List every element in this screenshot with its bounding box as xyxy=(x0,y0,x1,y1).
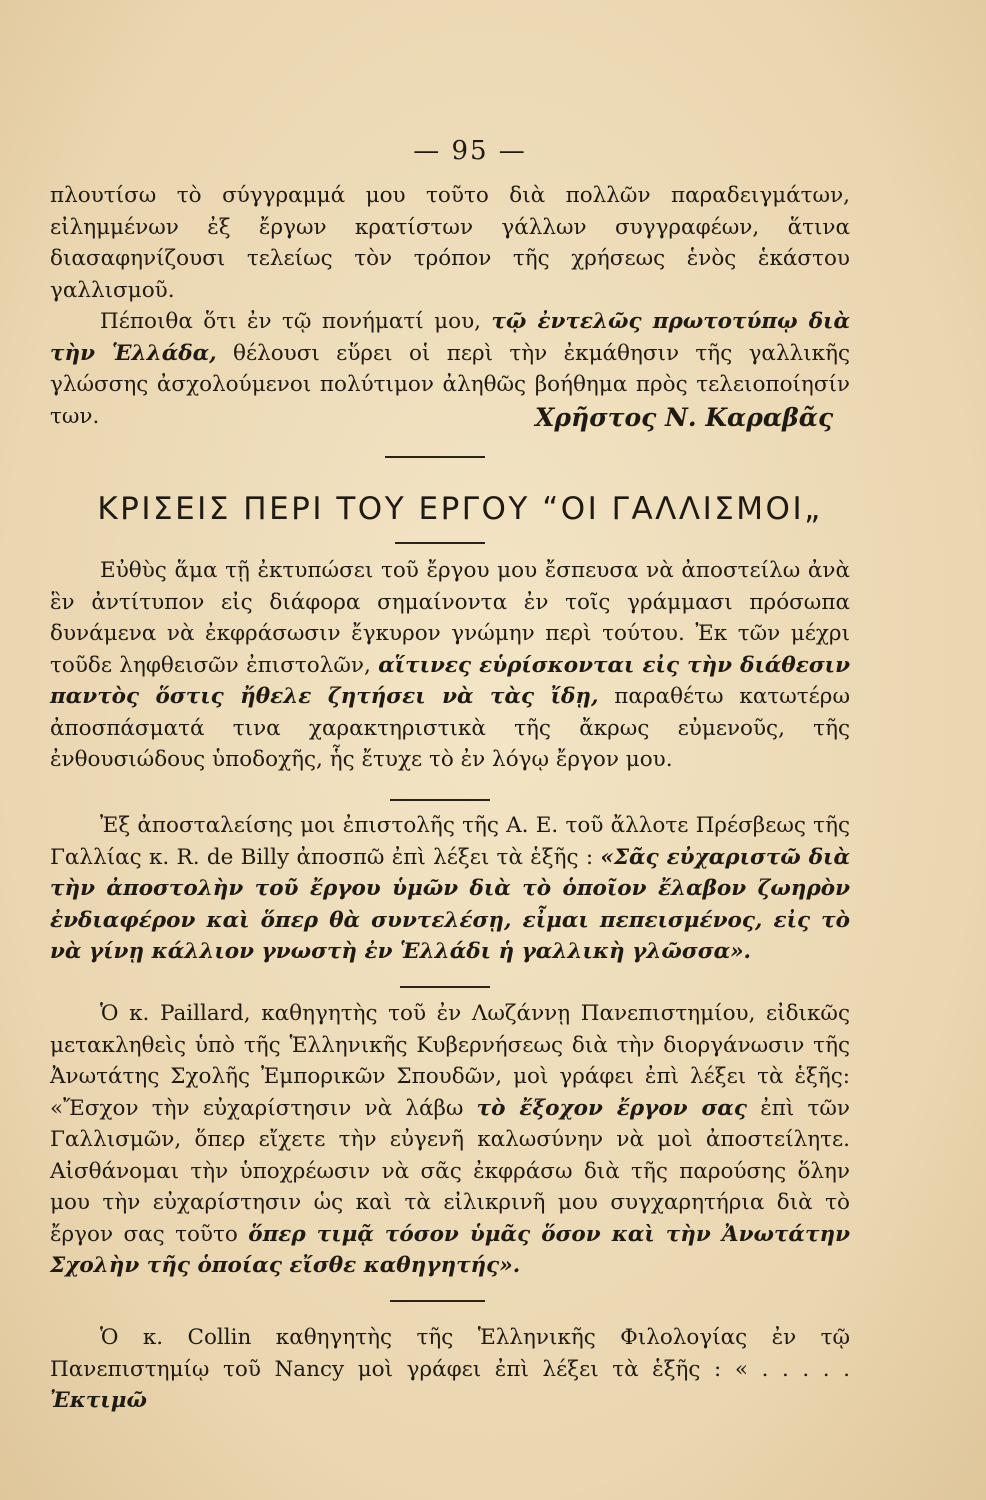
page-number: — 95 — xyxy=(413,136,527,166)
section-heading: ΚΡΙΣΕΙΣ ΠΕΡΙ ΤΟΥ ΕΡΓΟΥ “ΟΙ ΓΑΛΛΙΣΜΟΙ„ xyxy=(97,491,823,527)
section-3 xyxy=(50,998,850,1282)
intro-p2-text: Πέποιθα ὅτι ἐν τῷ πονήματί μου, xyxy=(100,309,481,334)
section-3-emphasis: τὸ ἔξοχον ἔργον σας xyxy=(476,1095,747,1121)
divider-rule xyxy=(385,456,485,458)
divider-rule xyxy=(400,986,490,988)
section-4-text: Ὁ κ. Collin καθηγητὴς τῆς Ἑλληνικῆς Φιλολογίας ἐν τῷ Πανεπιστημίῳ τοῦ Nancy μοὶ γράφει ἐπὶ λέξει τὰ ἑξῆς : « . . . . . xyxy=(50,1325,850,1382)
divider-rule xyxy=(390,799,490,801)
section-1-rest: παραθέτω κατωτέρω ἀποσπάσματά τινα χαρακτηριστικὰ τῆς ἄκρως εὐμενοῦς, τῆς ἐνθουσιώδους ὑποδοχῆς, ἧς ἔτυχε τὸ ἐν λόγῳ ἔργον μου. xyxy=(50,684,850,772)
section-2-paragraph xyxy=(50,810,850,968)
section-3-emphasis-2: ὅπερ τιμᾷ τόσον ὑμᾶς ὅσον καὶ τὴν Ἀνωτάτην Σχολὴν τῆς ὁποίας εἴσθε καθηγητής». xyxy=(50,1221,850,1278)
section-2 xyxy=(50,810,850,968)
section-1 xyxy=(50,555,850,776)
intro-paragraph-1: πλουτίσω τὸ σύγγραμμά μου τοῦτο διὰ πολλῶν παραδειγμάτων, εἰλημμένων ἐξ ἔργων κρατίστων γάλλων συγγραφέων, ἅτινα διασαφηνίζουσι τελείως τὸν τρόπον τῆς χρήσεως ἑνὸς ἑκάστου γαλλισμοῦ. xyxy=(50,183,850,303)
section-1-text: Εὐθὺς ἅμα τῇ ἐκτυπώσει τοῦ ἔργου μου ἔσπευσα νὰ ἀποστείλω ἀνὰ ἓν ἀντίτυπον εἰς διάφορα σημαίνοντα ἐν τοῖς γράμμασι πρόσωπα δυνάμενα νὰ ἐκφράσωσιν ἔγκυρον γνώμην περὶ τούτου. Ἐκ τῶν μέχρι τοῦδε ληφθεισῶν ἐπιστολῶν, xyxy=(50,558,850,678)
section-4 xyxy=(50,1322,850,1417)
section-2-text: Ἐξ ἀποσταλείσης μοι ἐπιστολῆς τῆς Α. Ε. τοῦ ἄλλοτε Πρέσβεως τῆς Γαλλίας κ. R. de Billy ἀποσπῶ ἐπὶ λέξει τὰ ἑξῆς : xyxy=(50,813,850,870)
intro-block xyxy=(50,180,850,432)
heading-underline xyxy=(395,542,485,544)
section-1-paragraph xyxy=(50,555,850,776)
section-3-text: Ὁ κ. Paillard, καθηγητὴς τοῦ ἐν Λωζάννῃ Πανεπιστημίου, εἰδικῶς μετακληθεὶς ὑπὸ τῆς Ἑλληνικῆς Κυβερνήσεως διὰ τὴν διοργάνωσιν τῆς Ἀνωτάτης Σχολῆς Ἐμπορικῶν Σπουδῶν, μοὶ γράφει ἐπὶ λέξει τὰ ἑξῆς: «Ἔσχον τὴν εὐχαρίστησιν νὰ λάβω xyxy=(50,1001,850,1121)
section-1-emphasis: αἵτινες εὑρίσκονται εἰς τὴν διάθεσιν παντὸς ὅστις ἤθελε ζητήσει νὰ τὰς ἴδῃ, xyxy=(50,652,851,709)
intro-p2-rest: θέλουσι εὕρει οἱ περὶ τὴν ἐκμάθησιν τῆς γαλλικῆς γλώσσης ἀσχολούμενοι πολύτιμον ἀληθῶς βοήθημα πρὸς τελειοποίησίν των. xyxy=(50,340,850,429)
section-4-emphasis: Ἐκτιμῶ xyxy=(50,1388,147,1413)
author-signature: Χρῆστος Ν. Καραβᾶς xyxy=(535,403,834,432)
section-3-paragraph xyxy=(50,998,850,1282)
section-3-text-2: ἐπὶ τῶν Γαλλισμῶν, ὅπερ εἴχετε τὴν εὐγενῆ καλωσύνην νὰ μοὶ ἀποστείλητε. Αἰσθάνομαι τὴν ὑποχρέωσιν νὰ σᾶς ἐκφράσω διὰ τῆς παρούσης ὅλην μου τὴν εὐχαρίστησιν ὡς καὶ τὰ εἰλικρινῆ μου συγχαρητήρια διὰ τὸ ἔργον σας τοῦτο xyxy=(50,1095,851,1247)
intro-p2-emphasis: τῷ ἐντελῶς πρωτοτύπῳ διὰ τὴν Ἑλλάδα, xyxy=(50,309,850,366)
section-4-paragraph xyxy=(50,1322,850,1417)
divider-rule xyxy=(390,1300,485,1302)
section-2-quote: «Σᾶς εὐχαριστῶ διὰ τὴν ἀποστολὴν τοῦ ἔργου ὑμῶν διὰ τὸ ὁποῖον ἔλαβον ζωηρὸν ἐνδιαφέρον καὶ ὅπερ θὰ συντελέσῃ, εἶμαι πεπεισμένος, εἰς τὸ νὰ γίνῃ κάλλιον γνωστὴ ἐν Ἑλλάδι ἡ γαλλικὴ γλῶσσα». xyxy=(50,844,850,964)
